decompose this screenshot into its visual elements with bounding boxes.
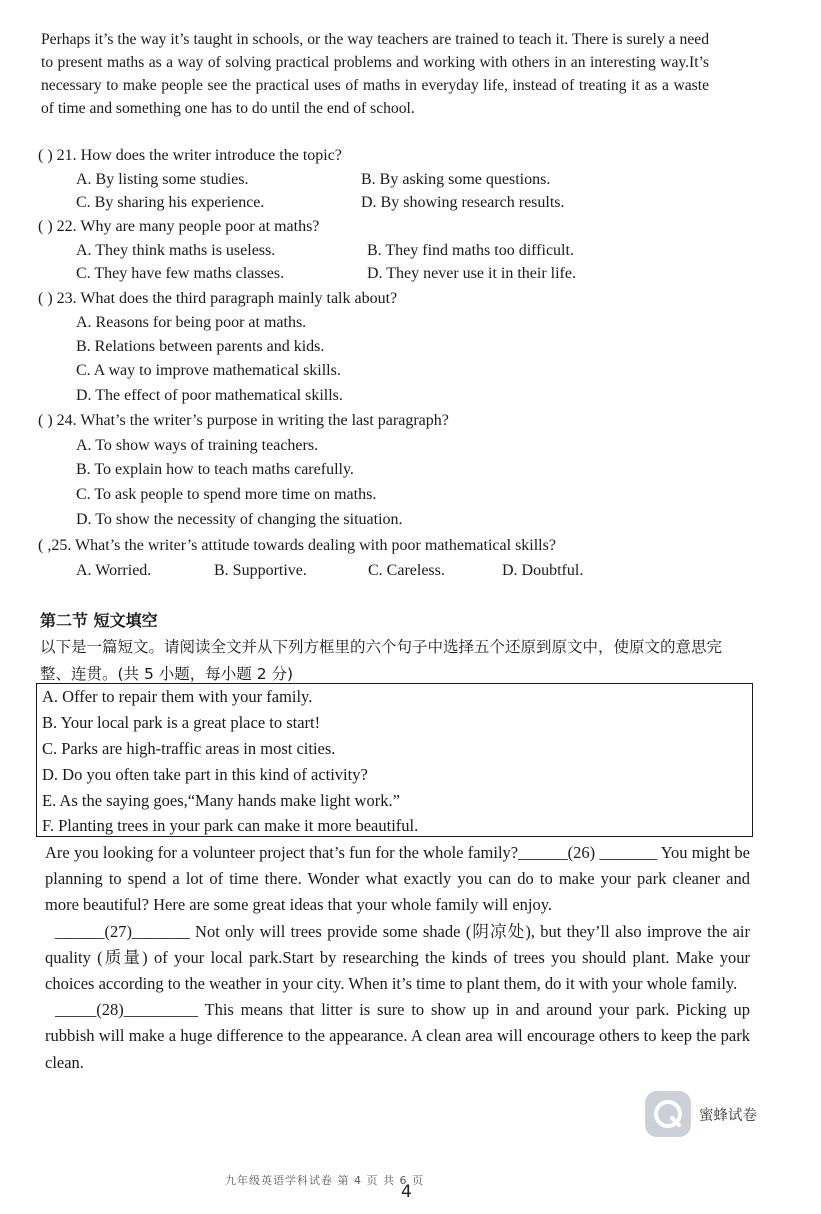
q25-option-b: B. Supportive. <box>214 562 307 579</box>
question-23: ( ) 23. What does the third paragraph mainly talk about? <box>38 290 398 307</box>
q22-option-b: B. They find maths too difficult. <box>367 242 574 259</box>
q24-option-a: A. To show ways of training teachers. <box>76 437 319 454</box>
q23-option-c: C. A way to improve mathematical skills. <box>76 362 341 379</box>
box-option-d: D. Do you often take part in this kind of activity? <box>42 765 368 784</box>
q24-option-b: B. To explain how to teach maths carefully. <box>76 461 354 478</box>
q25-option-a: A. Worried. <box>76 562 152 579</box>
box-option-e: E. As the saying goes,“Many hands make light work.” <box>42 791 400 810</box>
passage-paragraph-1: Are you looking for a volunteer project that’s fun for the whole family?______(26) _______ You might be planning to spend a lot of time there. Wonder what exactly you can do to make your park cleaner and more beautiful? Here are some great ideas that your whole family will enjoy. <box>45 843 750 915</box>
question-24: ( ) 24. What’s the writer’s purpose in writing the last paragraph? <box>38 412 449 429</box>
q21-option-b: B. By asking some questions. <box>361 171 551 188</box>
passage-paragraph-3: _____(28)_________ This means that litter is sure to show up in and around your park. Picking up rubbish will make a huge difference to the appearance. A clean area will encourage others to keep the park clean. <box>45 1000 750 1072</box>
q23-option-a: A. Reasons for being poor at maths. <box>76 314 307 331</box>
page-number: 4 <box>401 1182 412 1202</box>
q21-option-d: D. By showing research results. <box>361 194 565 211</box>
question-21: ( ) 21. How does the writer introduce the topic? <box>38 147 342 164</box>
q23-option-b: B. Relations between parents and kids. <box>76 338 325 355</box>
box-option-f: F. Planting trees in your park can make it more beautiful. <box>42 816 419 835</box>
page-footer: 九年级英语学科试卷 第 4 页 共 6 页 <box>225 1174 424 1187</box>
section-title: 第二节 短文填空 <box>40 611 158 630</box>
passage-paragraph-2: ______(27)_______ Not only will trees provide some shade (阴凉处), but they’ll also improve the air quality (质量) of your local park.Start by researching the kinds of trees you should plant. Make your choices according to the weather in your city. When it’s time to plant them, do it with your whole family. <box>45 921 750 994</box>
question-22: ( ) 22. Why are many people poor at maths? <box>38 218 320 235</box>
q22-option-a: A. They think maths is useless. <box>76 242 276 259</box>
cloze-passage <box>45 840 750 1076</box>
q21-option-c: C. By sharing his experience. <box>76 194 265 211</box>
bee-logo-icon <box>645 1091 691 1137</box>
box-option-c: C. Parks are high-traffic areas in most cities. <box>42 739 336 758</box>
sentence-options-box <box>36 683 753 837</box>
section-instruction: 以下是一篇短文。请阅读全文并从下列方框里的六个句子中选择五个还原到原文中，使原文的意思完整、连贯。(共 5 小题，每小题 2 分) <box>40 638 723 683</box>
q23-option-d: D. The effect of poor mathematical skills. <box>76 387 343 404</box>
q22-option-d: D. They never use it in their life. <box>367 265 576 282</box>
q25-option-c: C. Careless. <box>368 562 445 579</box>
box-option-a: A. Offer to repair them with your family. <box>42 687 313 706</box>
intro-paragraph: Perhaps it’s the way it’s taught in schools, or the way teachers are trained to teach it. There is surely a need to present maths as a way of solving practical problems and working with others in an interesting way.It’s necessary to make people see the practical uses of maths in everyday life, instead of treating it as a waste of time and something one has to do until the end of school. <box>41 31 709 117</box>
q24-option-c: C. To ask people to spend more time on maths. <box>76 486 377 503</box>
question-25: ( ,25. What’s the writer’s attitude towards dealing with poor mathematical skills? <box>38 537 556 554</box>
watermark-text: 蜜蜂试卷 <box>699 1108 757 1124</box>
q22-option-c: C. They have few maths classes. <box>76 265 285 282</box>
q24-option-d: D. To show the necessity of changing the situation. <box>76 511 403 528</box>
box-option-b: B. Your local park is a great place to start! <box>42 713 321 732</box>
q21-option-a: A. By listing some studies. <box>76 171 249 188</box>
q25-option-d: D. Doubtful. <box>502 562 584 579</box>
